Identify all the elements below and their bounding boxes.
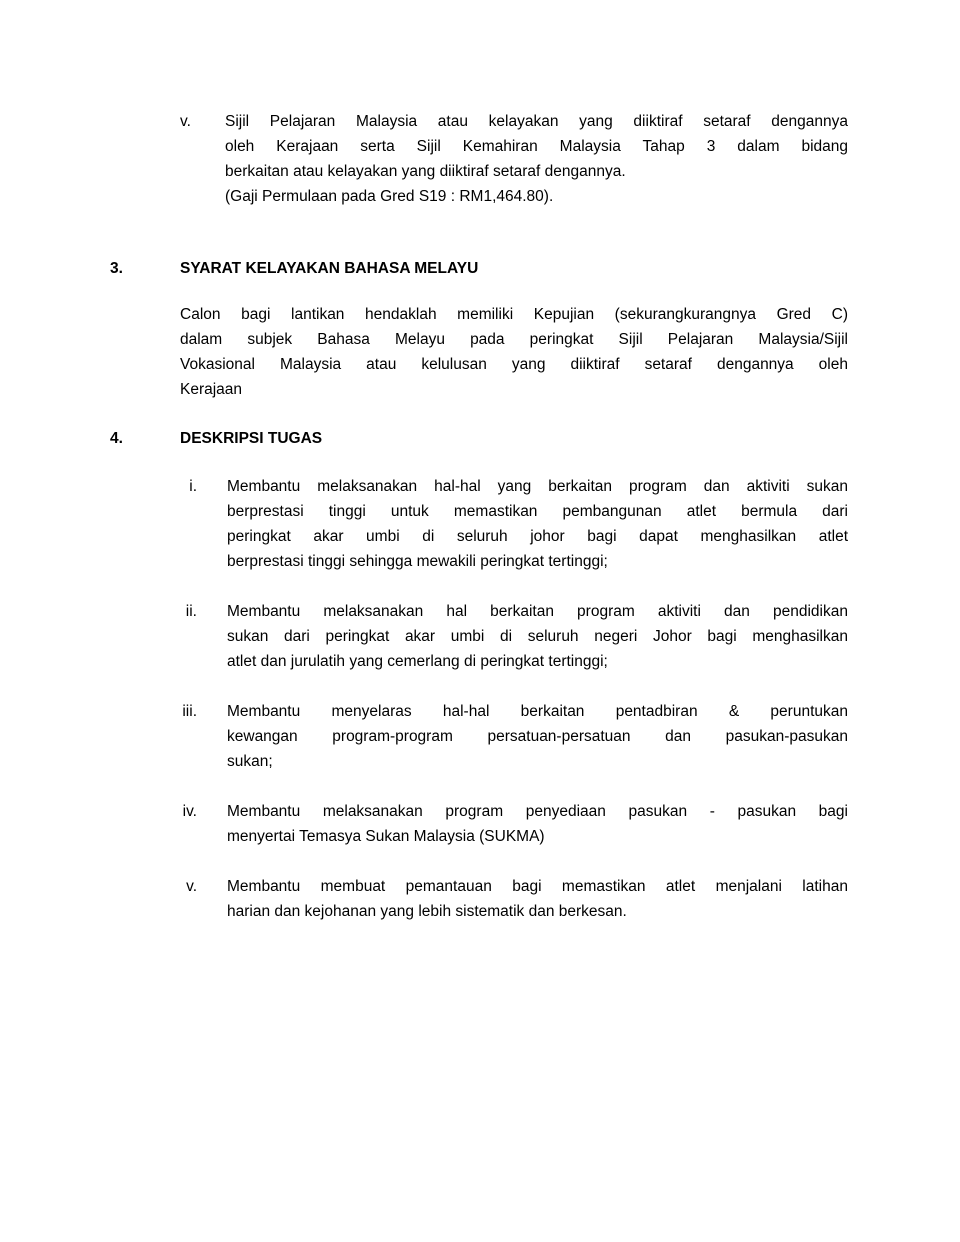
task-item-ii: [160, 599, 848, 674]
list-marker: i.: [189, 478, 197, 495]
paragraph-text: Sijil Pelajaran Malaysia atau kelayakan yang diiktiraf setaraf dengannya oleh Kerajaan serta Sijil Kemahiran Malaysia Tahap 3 dalam bidang berkaitan atau kelayakan yang diiktiraf setaraf dengannya.: [225, 113, 848, 180]
task-list: [110, 474, 848, 924]
section-title: DESKRIPSI TUGAS: [180, 430, 323, 447]
list-marker: ii.: [185, 603, 197, 620]
list-marker: iv.: [182, 803, 197, 820]
section-number: 3.: [110, 260, 123, 277]
task-text: Membantu menyelaras hal-hal berkaitan pentadbiran & peruntukan kewangan program-program persatuan-persatuan dan pasukan-pasukan sukan;: [227, 703, 848, 770]
section-4-heading: [110, 426, 848, 451]
section-number: 4.: [110, 430, 123, 447]
list-marker: v.: [180, 113, 191, 130]
task-item-iii: [160, 699, 848, 774]
task-item-i: [160, 474, 848, 574]
task-text: Membantu melaksanakan program penyediaan pasukan - pasukan bagi menyertai Temasya Sukan Malaysia (SUKMA): [227, 803, 848, 845]
section-title: SYARAT KELAYAKAN BAHASA MELAYU: [180, 260, 479, 277]
salary-note: (Gaji Permulaan pada Gred S19 : RM1,464.80).: [225, 188, 554, 205]
task-item-iv: [160, 799, 848, 849]
section-3-heading: [110, 256, 848, 281]
task-item-v: [160, 874, 848, 924]
section-3-paragraph: Calon bagi lantikan hendaklah memiliki Kepujian (sekurangkurangnya Gred C) dalam subjek Bahasa Melayu pada peringkat Sijil Pelajaran Malaysia/Sijil Vokasional Malaysia atau kelulusan yang diiktiraf setaraf dengannya oleh Kerajaan: [180, 306, 848, 398]
list-item-v-continued: [180, 109, 848, 209]
list-marker: iii.: [182, 703, 197, 720]
task-text: Membantu membuat pemantauan bagi memastikan atlet menjalani latihan harian dan kejohanan yang lebih sistematik dan berkesan.: [227, 878, 848, 920]
task-text: Membantu melaksanakan hal berkaitan program aktiviti dan pendidikan sukan dari peringkat akar umbi di seluruh negeri Johor bagi menghasilkan atlet dan jurulatih yang cemerlang di peringkat tertinggi;: [227, 603, 848, 670]
task-text: Membantu melaksanakan hal-hal yang berkaitan program dan aktiviti sukan berprestasi tinggi untuk memastikan pembangunan atlet bermula dari peringkat akar umbi di seluruh johor bagi dapat menghasilkan atlet berprestasi tinggi sehingga mewakili peringkat tertinggi;: [227, 478, 848, 570]
list-marker: v.: [186, 878, 197, 895]
list-item-body: [225, 109, 848, 209]
